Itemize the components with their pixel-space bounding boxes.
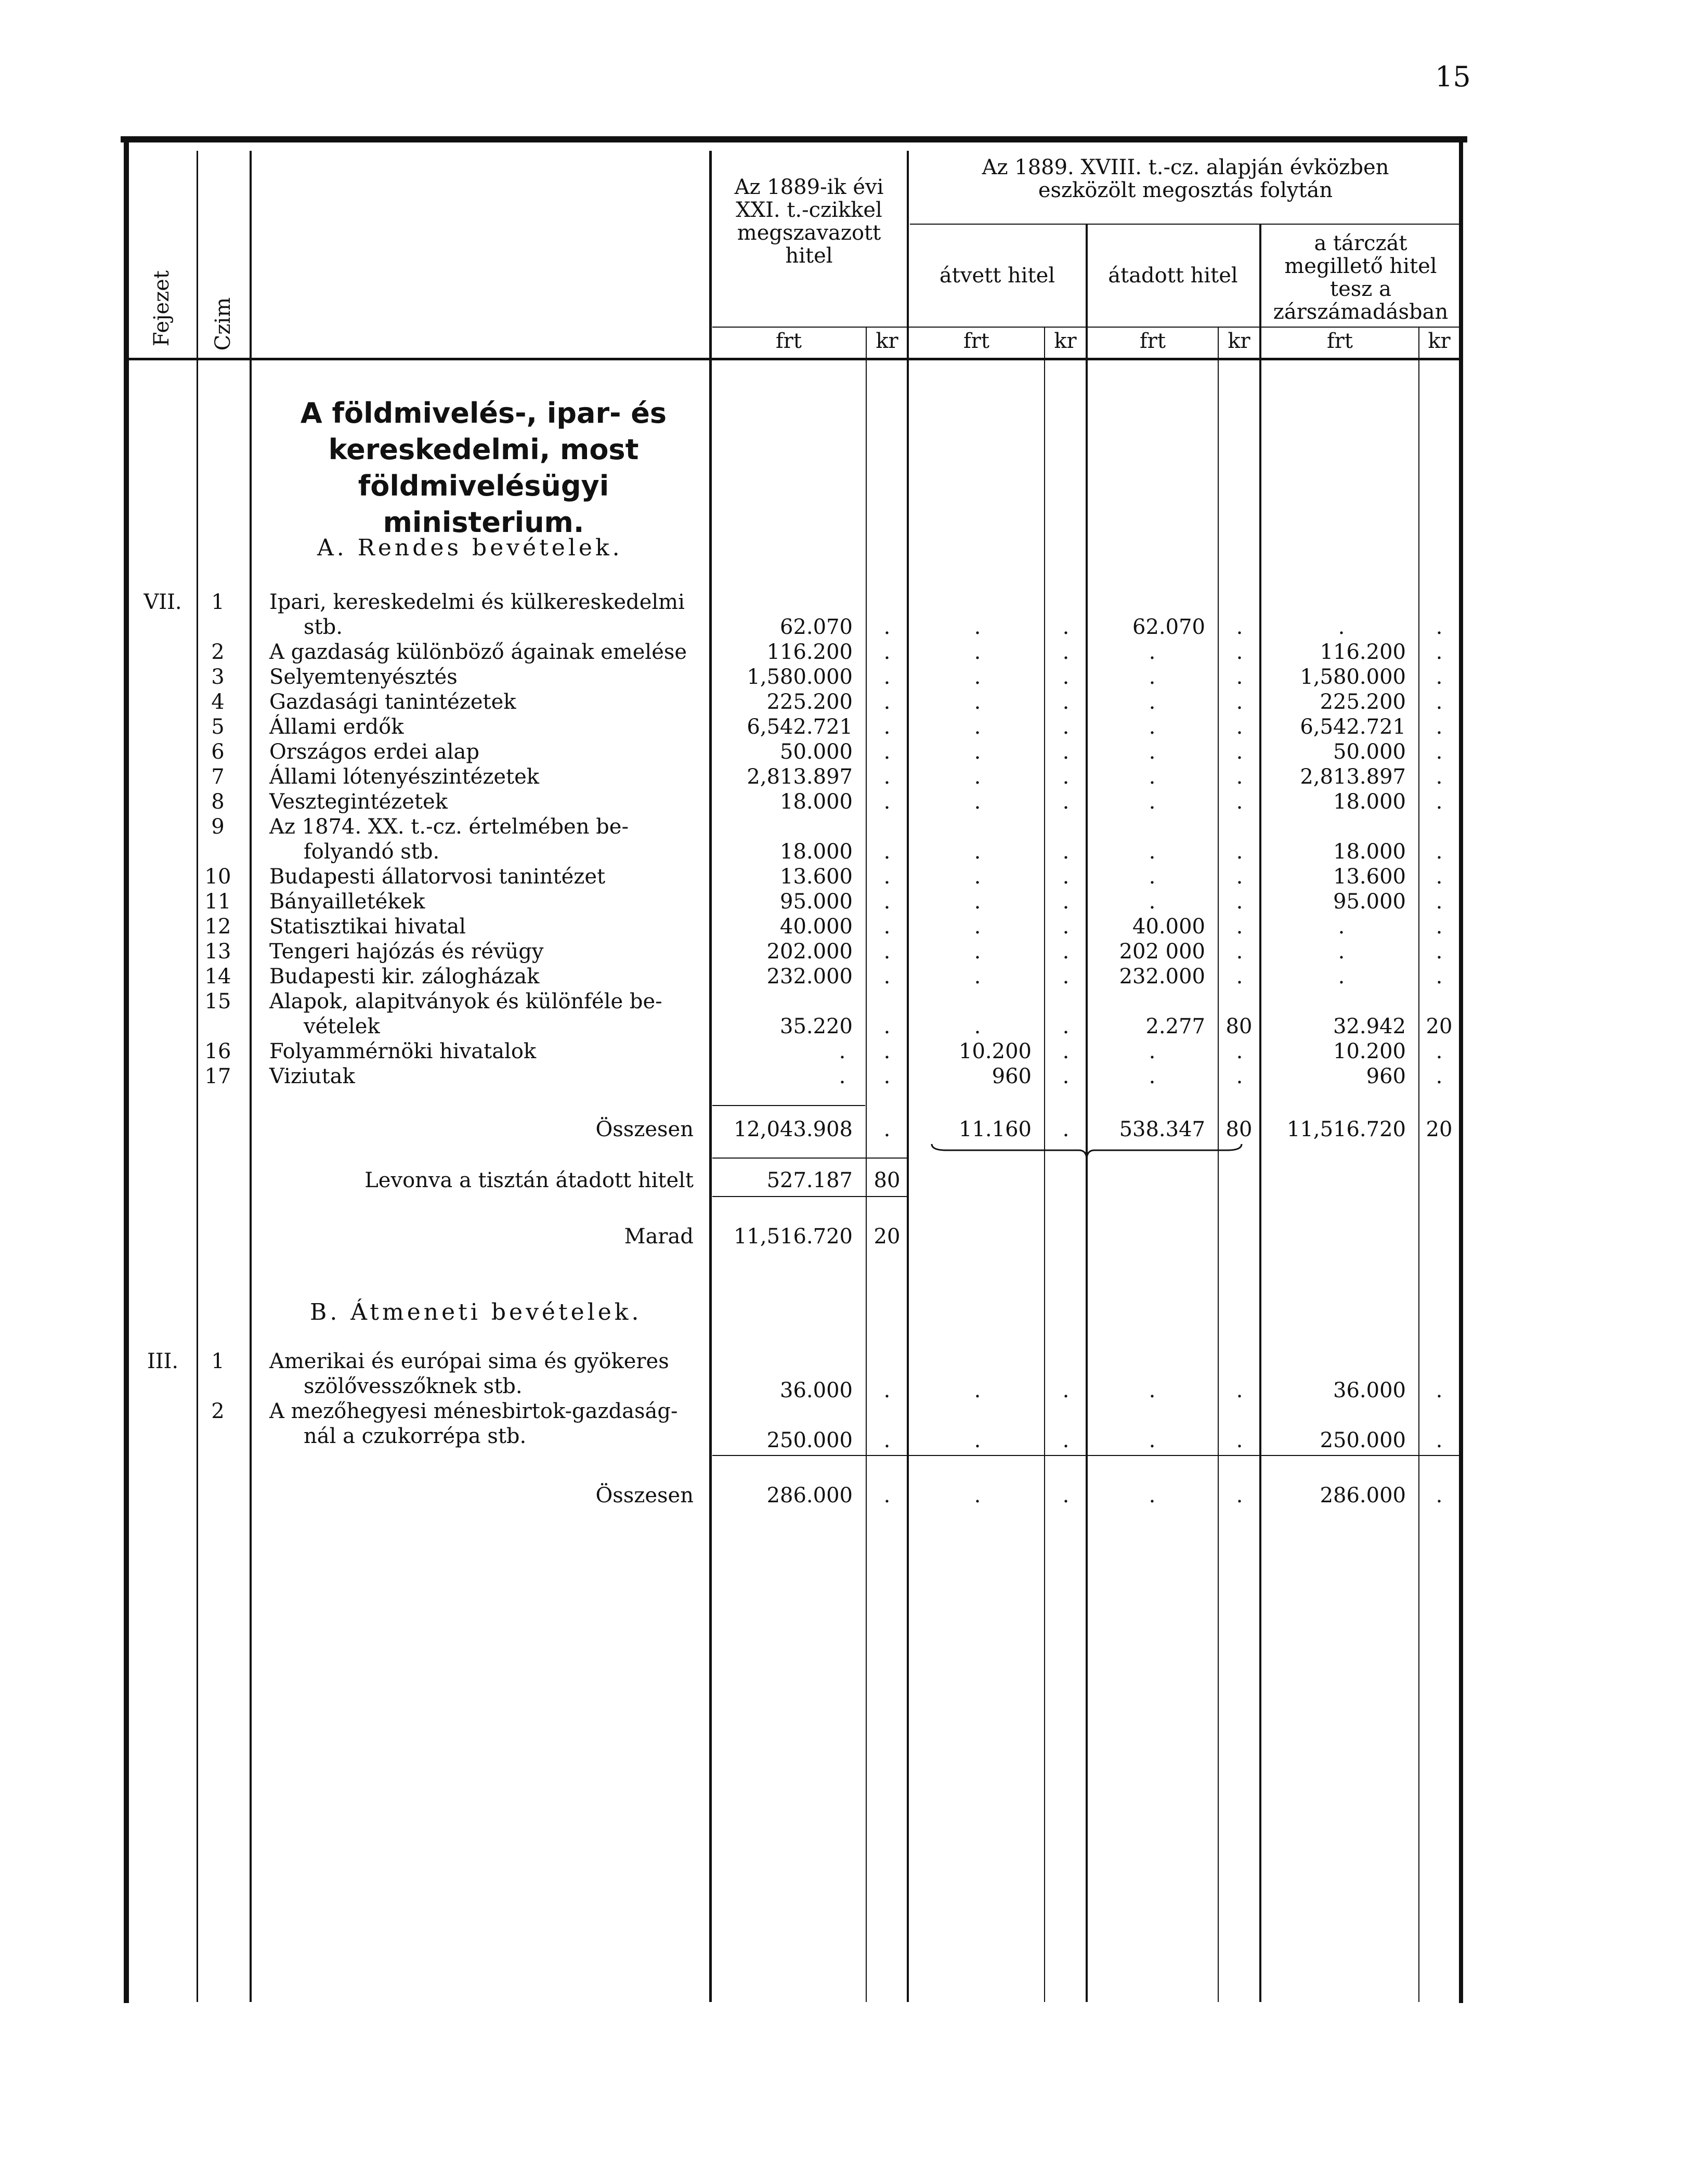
row-czim: 8	[211, 790, 225, 814]
row-atadott: .	[1149, 740, 1156, 764]
section-b-total-dot: .	[974, 1484, 981, 1507]
row-atvett: .	[974, 865, 981, 889]
row-atadott-kr: .	[1236, 890, 1243, 914]
row-hitel: 202.000	[766, 940, 853, 964]
row-tarcza-kr: .	[1436, 690, 1443, 714]
section-b-total-dot: .	[883, 1484, 891, 1507]
row-hitel: 6,542.721	[747, 715, 853, 739]
row-atvett: .	[974, 665, 981, 689]
row-czim: 5	[211, 715, 225, 739]
row-hitel-kr: .	[883, 1039, 891, 1063]
row-hitel: 35.220	[780, 1015, 853, 1038]
row-tarcza-kr: .	[1436, 640, 1443, 664]
row-atadott: .	[1149, 865, 1156, 889]
row-atvett: .	[974, 615, 981, 639]
row-hitel-kr: .	[883, 740, 891, 764]
row-atadott: 232.000	[1119, 965, 1205, 989]
row-atvett: .	[974, 715, 981, 739]
row-tarcza-kr: .	[1436, 865, 1443, 889]
row-dot: .	[974, 1379, 981, 1402]
row-description: Statisztikai hivatal	[269, 915, 466, 939]
row-tarcza: 95.000	[1333, 890, 1406, 914]
row-hitel-kr: .	[883, 965, 891, 989]
row-tarcza: 250.000	[1320, 1428, 1406, 1452]
col-line-atadott-kr	[1218, 327, 1219, 2002]
row-atadott-kr: 80	[1225, 1015, 1253, 1038]
section-b-label: B. Átmeneti bevételek.	[310, 1299, 642, 1325]
col-line-czim	[250, 151, 252, 2002]
total-hitel-kr: .	[883, 1117, 891, 1141]
col-header-megszavazott: Az 1889-ik évi XXI. t.-czikkel megszavazott hitel	[734, 175, 884, 268]
row-atadott: 40.000	[1132, 915, 1205, 939]
row-atvett: .	[974, 640, 981, 664]
row-atvett: 10.200	[959, 1039, 1032, 1063]
row-atadott-kr: .	[1236, 1064, 1243, 1088]
row-czim: 6	[211, 740, 225, 764]
row-atadott: .	[1149, 840, 1156, 864]
col-line-tarcza-kr	[1418, 327, 1419, 2002]
row-atvett-kr: .	[1062, 740, 1070, 764]
total-hitel: 12,043.908	[733, 1117, 853, 1141]
row-hitel: 95.000	[780, 890, 853, 914]
row-tarcza-kr: .	[1436, 740, 1443, 764]
row-atadott: 2.277	[1145, 1015, 1205, 1038]
unit-frt: frt	[1140, 329, 1166, 353]
unit-frt: frt	[963, 329, 989, 353]
table-top-border	[121, 136, 1467, 142]
row-atadott-kr: .	[1236, 665, 1243, 689]
row-dot: .	[883, 1379, 891, 1402]
row-tarcza: 36.000	[1333, 1379, 1406, 1402]
row-atvett-kr: .	[1062, 1064, 1070, 1088]
row-atvett: .	[974, 740, 981, 764]
total-atvett-kr: .	[1062, 1117, 1070, 1141]
row-hitel: 18.000	[780, 790, 853, 814]
row-atadott-kr: .	[1236, 940, 1243, 964]
row-atadott: .	[1149, 640, 1156, 664]
row-dot: .	[1062, 1428, 1070, 1452]
row-hitel: 2,813.897	[747, 765, 853, 789]
page-number: 15	[1435, 60, 1471, 93]
row-hitel-kr: .	[883, 865, 891, 889]
row-czim: 15	[204, 990, 231, 1013]
row-czim: 1	[211, 590, 225, 614]
row-description: Alapok, alapitványok és különféle be-	[269, 990, 662, 1013]
row-tarcza-kr: .	[1436, 715, 1443, 739]
row-atadott: .	[1149, 890, 1156, 914]
row-czim: 9	[211, 815, 225, 839]
header-bottom-border	[125, 358, 1462, 360]
row-tarcza-kr: .	[1436, 1379, 1443, 1402]
row-atvett-kr: .	[1062, 1015, 1070, 1038]
total-rule-hitel	[712, 1105, 865, 1106]
row-description: Amerikai és európai sima és gyökeres	[269, 1349, 669, 1373]
row-dot: .	[1149, 1428, 1156, 1452]
row-atadott-kr: .	[1236, 1039, 1243, 1063]
row-tarcza-kr: .	[1436, 765, 1443, 789]
row-atadott: .	[1149, 715, 1156, 739]
row-hitel: 13.600	[780, 865, 853, 889]
row-description: Bányailletékek	[269, 890, 425, 914]
row-description-cont: vételek	[304, 1015, 380, 1038]
section-a-label: A. Rendes bevételek.	[317, 535, 623, 561]
total-tarcza-kr: 20	[1426, 1117, 1453, 1141]
row-atadott: .	[1149, 765, 1156, 789]
row-atadott-kr: .	[1236, 790, 1243, 814]
row-description: Tengeri hajózás és révügy	[269, 940, 544, 964]
row-atvett: 960	[992, 1064, 1032, 1088]
row-hitel-kr: .	[883, 940, 891, 964]
row-description: Selyemtenyésztés	[269, 665, 458, 689]
row-description-cont: folyandó stb.	[304, 840, 440, 864]
row-hitel-kr: .	[883, 615, 891, 639]
row-atadott-kr: .	[1236, 740, 1243, 764]
row-tarcza: 960	[1366, 1064, 1406, 1088]
row-atvett: .	[974, 915, 981, 939]
row-tarcza-kr: .	[1436, 1064, 1443, 1088]
row-description: Az 1874. XX. t.-cz. értelmében be-	[269, 815, 629, 839]
row-atadott: .	[1149, 1039, 1156, 1063]
row-atvett: .	[974, 940, 981, 964]
row-atvett: .	[974, 890, 981, 914]
row-description: Gazdasági tanintézetek	[269, 690, 516, 714]
row-atvett-kr: .	[1062, 790, 1070, 814]
col-line-desc	[709, 151, 712, 2002]
row-atvett-kr: .	[1062, 915, 1070, 939]
row-description: Állami lótenyészintézetek	[269, 765, 540, 789]
row-tarcza: 1,580.000	[1300, 665, 1406, 689]
row-hitel: .	[839, 1064, 846, 1088]
unit-kr: kr	[1428, 329, 1451, 353]
row-hitel: .	[839, 1039, 846, 1063]
row-tarcza: 13.600	[1333, 865, 1406, 889]
total-atadott-kr: 80	[1225, 1117, 1253, 1141]
row-czim: 16	[204, 1039, 231, 1063]
row-hitel-kr: .	[883, 1015, 891, 1038]
levonva-top-rule	[712, 1158, 907, 1159]
row-tarcza: 18.000	[1333, 790, 1406, 814]
row-tarcza-kr: .	[1436, 965, 1443, 989]
row-atadott: .	[1149, 790, 1156, 814]
header-group-underline	[910, 224, 1461, 225]
fejezet-number: VII.	[144, 590, 182, 614]
col-header-atadott: átadott hitel	[1108, 264, 1238, 288]
row-hitel: 250.000	[766, 1428, 853, 1452]
row-hitel-kr: .	[883, 890, 891, 914]
row-hitel: 50.000	[780, 740, 853, 764]
row-hitel: 1,580.000	[747, 665, 853, 689]
row-dot: .	[1149, 1379, 1156, 1402]
row-atadott-kr: .	[1236, 965, 1243, 989]
total-atvett: 11.160	[959, 1117, 1032, 1141]
section-b-total-dot: .	[1062, 1484, 1070, 1507]
row-tarcza: 50.000	[1333, 740, 1406, 764]
row-atvett: .	[974, 690, 981, 714]
unit-frt: frt	[776, 329, 802, 353]
row-hitel: 116.200	[766, 640, 853, 664]
row-atadott-kr: .	[1236, 915, 1243, 939]
col-header-group: Az 1889. XVIII. t.-cz. alapján évközben eszközölt megosztás folytán	[982, 155, 1389, 202]
row-hitel-kr: .	[883, 765, 891, 789]
ministry-title: A földmivelés-, ipar- és kereskedelmi, most földmivelésügyi ministerium.	[300, 397, 667, 539]
row-tarcza-kr: .	[1436, 665, 1443, 689]
row-hitel-kr: .	[883, 665, 891, 689]
col-line-atvett-kr	[1044, 327, 1045, 2002]
row-atvett-kr: .	[1062, 765, 1070, 789]
section-b-total-dot: .	[1436, 1484, 1443, 1507]
row-atvett: .	[974, 765, 981, 789]
col-header-czim: Czim	[211, 297, 235, 351]
row-hitel: 232.000	[766, 965, 853, 989]
row-atadott: 62.070	[1132, 615, 1205, 639]
row-atadott: 202 000	[1119, 940, 1205, 964]
row-atadott-kr: .	[1236, 640, 1243, 664]
row-atvett: .	[974, 840, 981, 864]
row-atvett-kr: .	[1062, 865, 1070, 889]
marad-kr: 20	[873, 1225, 901, 1249]
row-description: Budapesti kir. zálogházak	[269, 965, 540, 989]
row-tarcza: .	[1338, 965, 1345, 989]
row-hitel-kr: .	[883, 690, 891, 714]
row-atvett-kr: .	[1062, 890, 1070, 914]
col-header-atvett: átvett hitel	[939, 264, 1055, 288]
row-atvett-kr: .	[1062, 640, 1070, 664]
row-tarcza: 10.200	[1333, 1039, 1406, 1063]
levonva-kr: 80	[873, 1168, 901, 1192]
row-atvett: .	[974, 790, 981, 814]
row-tarcza: 32.942	[1333, 1015, 1406, 1038]
row-dot: .	[883, 1428, 891, 1452]
row-hitel: 62.070	[780, 615, 853, 639]
row-tarcza-kr: .	[1436, 890, 1443, 914]
row-atadott: .	[1149, 690, 1156, 714]
row-hitel-kr: .	[883, 1064, 891, 1088]
row-tarcza-kr: .	[1436, 790, 1443, 814]
section-b-total-rule	[712, 1455, 1461, 1456]
row-atvett-kr: .	[1062, 715, 1070, 739]
row-atvett: .	[974, 1015, 981, 1038]
row-atvett-kr: .	[1062, 665, 1070, 689]
col-header-fejezet: Fejezet	[150, 270, 174, 347]
row-tarcza-kr: .	[1436, 615, 1443, 639]
row-tarcza: 2,813.897	[1300, 765, 1406, 789]
row-atvett-kr: .	[1062, 840, 1070, 864]
row-czim: 7	[211, 765, 225, 789]
row-tarcza-kr: .	[1436, 1428, 1443, 1452]
row-hitel-kr: .	[883, 790, 891, 814]
row-hitel-kr: .	[883, 915, 891, 939]
row-description: Állami erdők	[269, 715, 404, 739]
total-tarcza: 11,516.720	[1286, 1117, 1406, 1141]
row-description-cont: nál a czukorrépa stb.	[304, 1424, 527, 1448]
row-atadott-kr: .	[1236, 765, 1243, 789]
table-left-border	[124, 136, 129, 2003]
section-b-total-tarcza: 286.000	[1320, 1484, 1406, 1507]
row-hitel-kr: .	[883, 640, 891, 664]
row-description: A mezőhegyesi ménesbirtok-gazdaság-	[269, 1399, 678, 1423]
marad-label: Marad	[624, 1225, 694, 1249]
row-hitel: 40.000	[780, 915, 853, 939]
row-tarcza-kr: .	[1436, 940, 1443, 964]
col-line-hitel-kr	[866, 327, 867, 2002]
row-czim: 3	[211, 665, 225, 689]
col-line-atvett	[1086, 224, 1088, 2002]
row-hitel-kr: .	[883, 715, 891, 739]
col-line-fejezet	[197, 151, 198, 2002]
row-czim: 14	[204, 965, 231, 989]
header-unit-line	[712, 327, 1461, 328]
row-description-cont: szölővesszőknek stb.	[304, 1374, 523, 1398]
row-czim: 2	[211, 1399, 225, 1423]
row-tarcza: 116.200	[1320, 640, 1406, 664]
row-atadott: .	[1149, 665, 1156, 689]
row-dot: .	[1236, 1379, 1243, 1402]
fejezet-number: III.	[147, 1349, 179, 1373]
row-description: Országos erdei alap	[269, 740, 479, 764]
row-tarcza-kr: .	[1436, 1039, 1443, 1063]
row-tarcza-kr: .	[1436, 840, 1443, 864]
col-line-atadott	[1259, 224, 1261, 2002]
row-czim: 12	[204, 915, 231, 939]
row-atvett: .	[974, 965, 981, 989]
row-description: Vesztegintézetek	[269, 790, 448, 814]
row-atvett-kr: .	[1062, 940, 1070, 964]
row-hitel: 18.000	[780, 840, 853, 864]
row-tarcza: 18.000	[1333, 840, 1406, 864]
row-tarcza-kr: 20	[1426, 1015, 1453, 1038]
row-atadott-kr: .	[1236, 615, 1243, 639]
unit-frt: frt	[1327, 329, 1353, 353]
unit-kr: kr	[876, 329, 898, 353]
row-czim: 1	[211, 1349, 225, 1373]
row-description: Ipari, kereskedelmi és külkereskedelmi	[269, 590, 685, 614]
unit-kr: kr	[1228, 329, 1250, 353]
row-czim: 10	[204, 865, 231, 889]
total-atadott: 538.347	[1119, 1117, 1205, 1141]
row-atvett-kr: .	[1062, 1039, 1070, 1063]
section-b-total-label: Összesen	[595, 1484, 694, 1507]
row-description: A gazdaság különböző ágainak emelése	[269, 640, 687, 664]
table-right-border	[1459, 136, 1463, 2003]
levonva-frt: 527.187	[766, 1168, 853, 1192]
row-czim: 17	[204, 1064, 231, 1088]
row-tarcza: 6,542.721	[1300, 715, 1406, 739]
section-b-total-dot: .	[1236, 1484, 1243, 1507]
row-hitel: 36.000	[780, 1379, 853, 1402]
total-label: Összesen	[595, 1117, 694, 1141]
row-tarcza: .	[1338, 915, 1345, 939]
unit-kr: kr	[1054, 329, 1077, 353]
row-czim: 13	[204, 940, 231, 964]
row-atadott-kr: .	[1236, 715, 1243, 739]
levonva-label: Levonva a tisztán átadott hitelt	[364, 1168, 694, 1192]
row-czim: 2	[211, 640, 225, 664]
total-brace	[931, 1142, 1243, 1163]
row-czim: 11	[204, 890, 231, 914]
row-atadott-kr: .	[1236, 840, 1243, 864]
row-tarcza: .	[1338, 615, 1345, 639]
row-czim: 4	[211, 690, 225, 714]
row-dot: .	[1062, 1379, 1070, 1402]
row-description: Budapesti állatorvosi tanintézet	[269, 865, 606, 889]
section-b-total-dot: .	[1149, 1484, 1156, 1507]
row-description-cont: stb.	[304, 615, 343, 639]
row-tarcza-kr: .	[1436, 915, 1443, 939]
col-header-tarczat: a tárczát megillető hitel tesz a zárszámadásban	[1273, 231, 1449, 324]
row-hitel: 225.200	[766, 690, 853, 714]
row-dot: .	[1236, 1428, 1243, 1452]
row-description: Folyammérnöki hivatalok	[269, 1039, 537, 1063]
row-atvett-kr: .	[1062, 965, 1070, 989]
row-tarcza: .	[1338, 940, 1345, 964]
row-dot: .	[974, 1428, 981, 1452]
row-atvett-kr: .	[1062, 615, 1070, 639]
row-atadott-kr: .	[1236, 690, 1243, 714]
row-atadott-kr: .	[1236, 865, 1243, 889]
marad-frt: 11,516.720	[733, 1225, 853, 1249]
row-atadott: .	[1149, 1064, 1156, 1088]
row-tarcza: 225.200	[1320, 690, 1406, 714]
levonva-bottom-rule	[712, 1196, 907, 1197]
row-hitel-kr: .	[883, 840, 891, 864]
row-atvett-kr: .	[1062, 690, 1070, 714]
row-description: Viziutak	[269, 1064, 355, 1088]
section-b-total-hitel: 286.000	[766, 1484, 853, 1507]
